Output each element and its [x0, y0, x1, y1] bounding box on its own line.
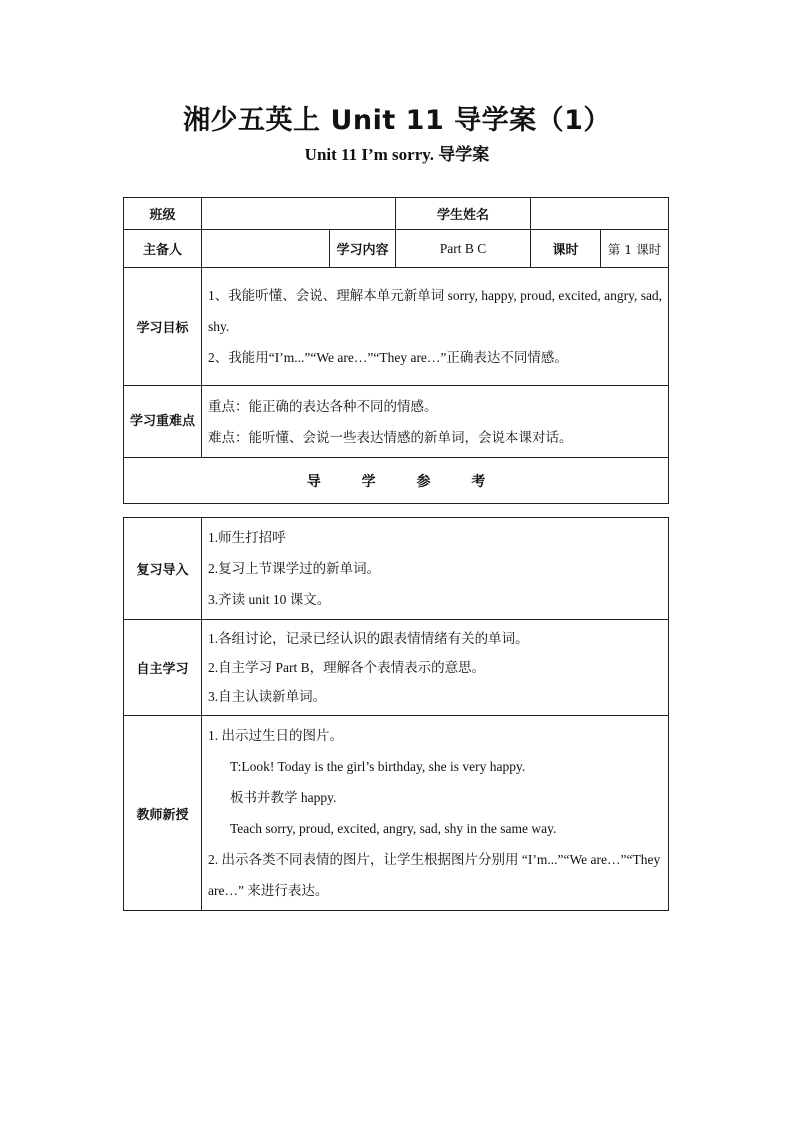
goal-item: 2、我能用“I’m...”“We are…”“They are…”正确表达不同情感。 [208, 350, 568, 365]
row-teaching [124, 716, 669, 911]
review-item: 1.师生打招呼 [208, 530, 286, 545]
page-title: 湘少五英上 Unit 11 导学案（1） [183, 105, 611, 136]
teaching-item: 板书并教学 happy. [230, 790, 337, 805]
content-value: Part B C [396, 230, 531, 268]
self-study-item: 1.各组讨论，记录已经认识的跟表情情绪有关的单词。 [208, 631, 529, 646]
key-point-item: 难点：能听懂、会说一些表达情感的新单词，会说本课对话。 [208, 429, 573, 445]
review-content [202, 518, 669, 620]
self-study-item: 3.自主认读新单词。 [208, 689, 327, 704]
teaching-item: Teach sorry, proud, excited, angry, sad, shy in the same way. [230, 821, 557, 836]
self-study-content [202, 620, 669, 716]
row-guide [124, 458, 669, 504]
process-table [123, 517, 669, 911]
preparer-value-cell[interactable] [202, 230, 330, 268]
teaching-label: 教师新授 [124, 716, 202, 911]
review-item: 3.齐读 unit 10 课文。 [208, 592, 331, 607]
goals-content [202, 268, 669, 386]
teaching-content [202, 716, 669, 911]
teaching-item: 2. 出示各类不同表情的图片，让学生根据图片分别用 “I’m...”“We are…”“They are…” 来进行表达。 [208, 852, 661, 898]
row-key-points [124, 386, 669, 458]
row-review [124, 518, 669, 620]
goals-label: 学习目标 [124, 268, 202, 386]
row-class [124, 198, 669, 230]
review-item: 2.复习上节课学过的新单词。 [208, 561, 381, 576]
info-table [123, 197, 669, 504]
lesson-label: 课时 [531, 230, 601, 268]
student-name-label: 学生姓名 [396, 198, 531, 230]
guide-char: 考 [471, 473, 486, 490]
guide-char: 学 [361, 473, 376, 490]
page-subtitle: Unit 11 I’m sorry. 导学案 [304, 145, 490, 164]
self-study-label: 自主学习 [124, 620, 202, 716]
class-value-cell[interactable] [202, 198, 396, 230]
teaching-item: T:Look! Today is the girl’s birthday, she is very happy. [230, 759, 526, 774]
key-points-content [202, 386, 669, 458]
guide-char: 参 [416, 473, 431, 490]
key-points-label: 学习重难点 [124, 386, 202, 458]
teaching-item: 1. 出示过生日的图片。 [208, 728, 343, 743]
guide-char: 导 [306, 473, 321, 490]
key-point-item: 重点：能正确的表达各种不同的情感。 [208, 398, 438, 414]
self-study-item: 2.自主学习 Part B，理解各个表情表示的意思。 [208, 660, 486, 675]
row-preparer [124, 230, 669, 268]
preparer-label: 主备人 [124, 230, 202, 268]
row-goals [124, 268, 669, 386]
student-name-value-cell[interactable] [531, 198, 669, 230]
row-self-study [124, 620, 669, 716]
class-label: 班级 [124, 198, 202, 230]
lesson-value: 第 1 课时 [601, 230, 669, 268]
review-label: 复习导入 [124, 518, 202, 620]
guide-heading [124, 458, 669, 504]
goal-item: 1、我能听懂、会说、理解本单元新单词 sorry, happy, proud, excited, angry, sad, shy. [208, 288, 663, 334]
content-label: 学习内容 [330, 230, 396, 268]
